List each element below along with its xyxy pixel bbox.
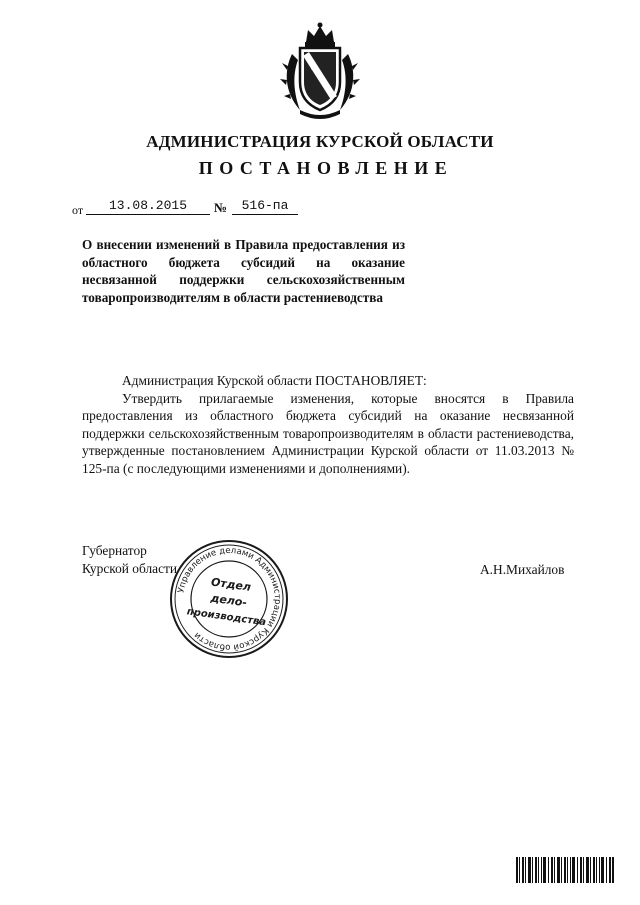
coat-of-arms-icon (278, 20, 362, 120)
document-type: ПОСТАНОВЛЕНИЕ (198, 158, 454, 178)
number-sign: № (214, 200, 228, 215)
date-prefix: от (72, 203, 84, 217)
body-paragraph-1: Администрация Курской области ПОСТАНОВЛЯЕТ: (122, 373, 427, 388)
signatory-title-line-1: Губернатор (82, 543, 147, 558)
office-stamp-icon (168, 538, 290, 660)
stamp-center-line-1: Отдел (210, 575, 252, 594)
stamp-center-line-2: дело- (209, 591, 248, 610)
signatory-title (82, 542, 177, 577)
stamp-center-line-3: производства (186, 606, 267, 629)
stamp-ring-text: Управление делами Администрации Курской области (176, 545, 283, 653)
document-number: 516-па (232, 198, 298, 215)
registration-line (72, 198, 372, 220)
document-date: 13.08.2015 (86, 198, 210, 215)
body-paragraph-2: Утвердить прилагаемые изменения, которые вносятся в Правила предоставления из областного бюджета субсидий на оказание несвязанной поддержки сельскохозяйственным товаропроизводителям в области растениеводства, утвержденные постановлением Администрации Курской области от 11.03.2013 № 125-па (с последующими изменениями и дополнениями). (82, 390, 574, 476)
document-subject: О внесении изменений в Правила предоставления из областного бюджета субсидий на оказание несвязанной поддержки сельскохозяйственным товаропроизводителям в области растениеводства (82, 237, 405, 305)
signatory-title-line-2: Курской области (82, 560, 178, 576)
barcode-icon (516, 857, 614, 883)
document-body (82, 372, 574, 478)
signatory-name: А.Н.Михайлов (480, 562, 565, 577)
organization-title: АДМИНИСТРАЦИЯ КУРСКОЙ ОБЛАСТИ (146, 132, 494, 151)
